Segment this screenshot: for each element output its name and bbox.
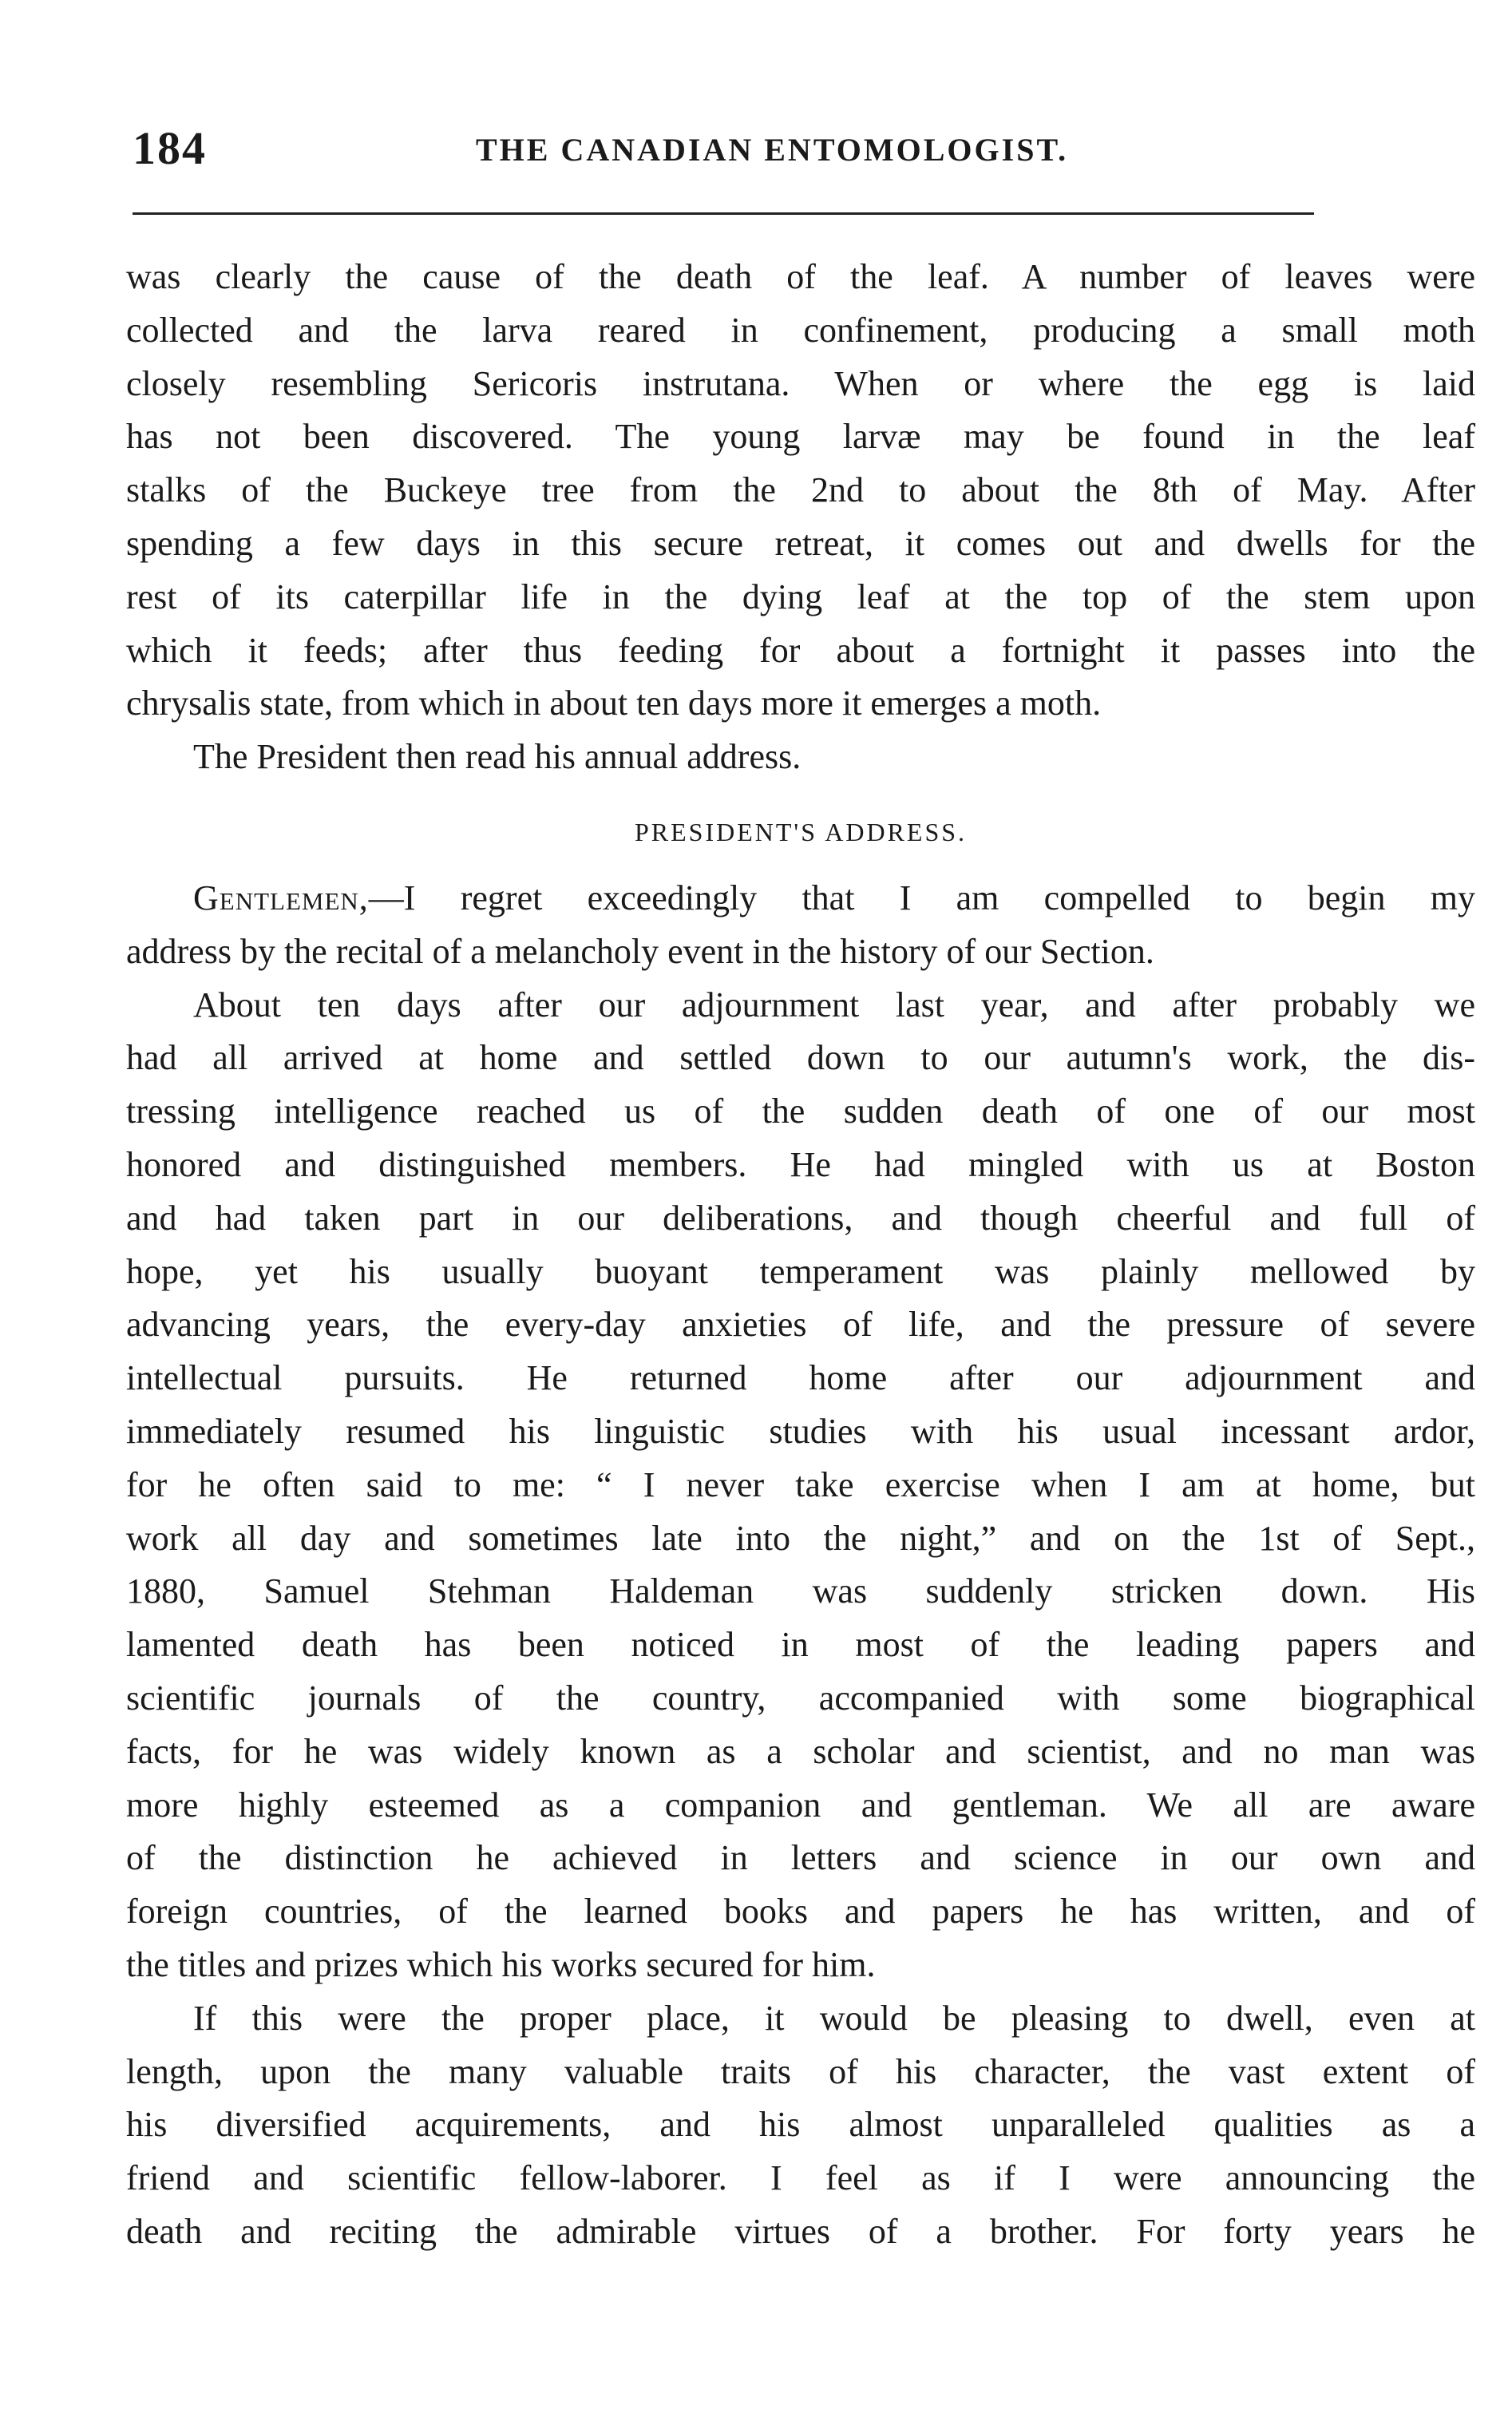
- address-paragraph-2: [126, 979, 1475, 1992]
- text-line: facts, for he was widely known as a scholar and scientist, and no man was: [126, 1731, 1475, 1771]
- body-text: [126, 251, 1475, 2259]
- text-fragment: —I regret exceedingly that I am compelled to begin my: [368, 878, 1475, 917]
- text-line: collected and the larva reared in confinement, producing a small moth: [126, 310, 1475, 350]
- text-line: friend and scientific fellow-laborer. I feel as if I were announcing the: [126, 2158, 1475, 2198]
- text-line: which it feeds; after thus feeding for about a fortnight it passes into the: [126, 630, 1475, 670]
- text-line: and had taken part in our deliberations, and though cheerful and full of: [126, 1198, 1475, 1238]
- text-line: tressing intelligence reached us of the sudden death of one of our most: [126, 1092, 1475, 1131]
- text-line: had all arrived at home and settled down to our autumn's work, the dis-: [126, 1038, 1475, 1078]
- text-line: scientific journals of the country, accompanied with some biographical: [126, 1678, 1475, 1718]
- intro-paragraph: [126, 251, 1475, 784]
- page-header: [133, 121, 1490, 177]
- salutation: Gentlemen,: [193, 878, 369, 917]
- text-line: work all day and sometimes late into the night,” and on the 1st of Sept.,: [126, 1518, 1475, 1558]
- text-line: honored and distinguished members. He had mingled with us at Boston: [126, 1144, 1475, 1184]
- address-paragraph-3: [126, 1992, 1475, 2259]
- text-line: his diversified acquirements, and his almost unparalleled qualities as a: [126, 2105, 1475, 2145]
- text-line: rest of its caterpillar life in the dying leaf at the top of the stem upon: [126, 577, 1475, 616]
- section-heading: PRESIDENT'S ADDRESS.: [634, 817, 968, 846]
- text-line: hope, yet his usually buoyant temperament was plainly mellowed by: [126, 1251, 1475, 1291]
- text-line: immediately resumed his linguistic studies with his usual incessant ardor,: [126, 1411, 1475, 1451]
- president-line: The President then read his annual address.: [193, 737, 802, 777]
- header-rule: [133, 212, 1314, 215]
- text-line: lamented death has been noticed in most of the leading papers and: [126, 1625, 1475, 1665]
- text-line: closely resembling Sericoris instrutana. When or where the egg is laid: [126, 363, 1475, 403]
- running-title: THE CANADIAN ENTOMOLOGIST.: [476, 132, 1069, 168]
- text-line: for he often said to me: “ I never take exercise when I am at home, but: [126, 1464, 1475, 1504]
- text-line: If this were the proper place, it would be pleasing to dwell, even at: [193, 1998, 1475, 2038]
- text-line: more highly esteemed as a companion and gentleman. We all are aware: [126, 1785, 1475, 1825]
- text-line: stalks of the Buckeye tree from the 2nd to about the 8th of May. After: [126, 470, 1475, 510]
- text-line: [126, 872, 1475, 925]
- text-line: intellectual pursuits. He returned home after our adjournment and: [126, 1358, 1475, 1398]
- text-line: has not been discovered. The young larvæ may be found in the leaf: [126, 417, 1475, 457]
- text-line: chrysalis state, from which in about ten days more it emerges a moth.: [126, 684, 1102, 723]
- text-line: advancing years, the every-day anxieties of life, and the pressure of severe: [126, 1305, 1475, 1345]
- text-line: of the distinction he achieved in letters and science in our own and: [126, 1838, 1475, 1878]
- text-line: address by the recital of a melancholy event in the history of our Section.: [126, 931, 1154, 971]
- page-number: 184: [133, 122, 207, 174]
- text-line: length, upon the many valuable traits of his character, the vast extent of: [126, 2051, 1475, 2091]
- text-line: 1880, Samuel Stehman Haldeman was suddenly stricken down. His: [126, 1571, 1475, 1611]
- text-line: death and reciting the admirable virtues of a brother. For forty years he: [126, 2211, 1475, 2251]
- address-paragraph-1: [126, 872, 1475, 979]
- text-line: spending a few days in this secure retreat, it comes out and dwells for the: [126, 523, 1475, 563]
- text-line: foreign countries, of the learned books and papers he has written, and of: [126, 1892, 1475, 1932]
- text-line: was clearly the cause of the death of the leaf. A number of leaves were: [126, 257, 1475, 296]
- text-line: About ten days after our adjournment last year, and after probably we: [193, 985, 1475, 1024]
- text-line: the titles and prizes which his works secured for him.: [126, 1944, 876, 1984]
